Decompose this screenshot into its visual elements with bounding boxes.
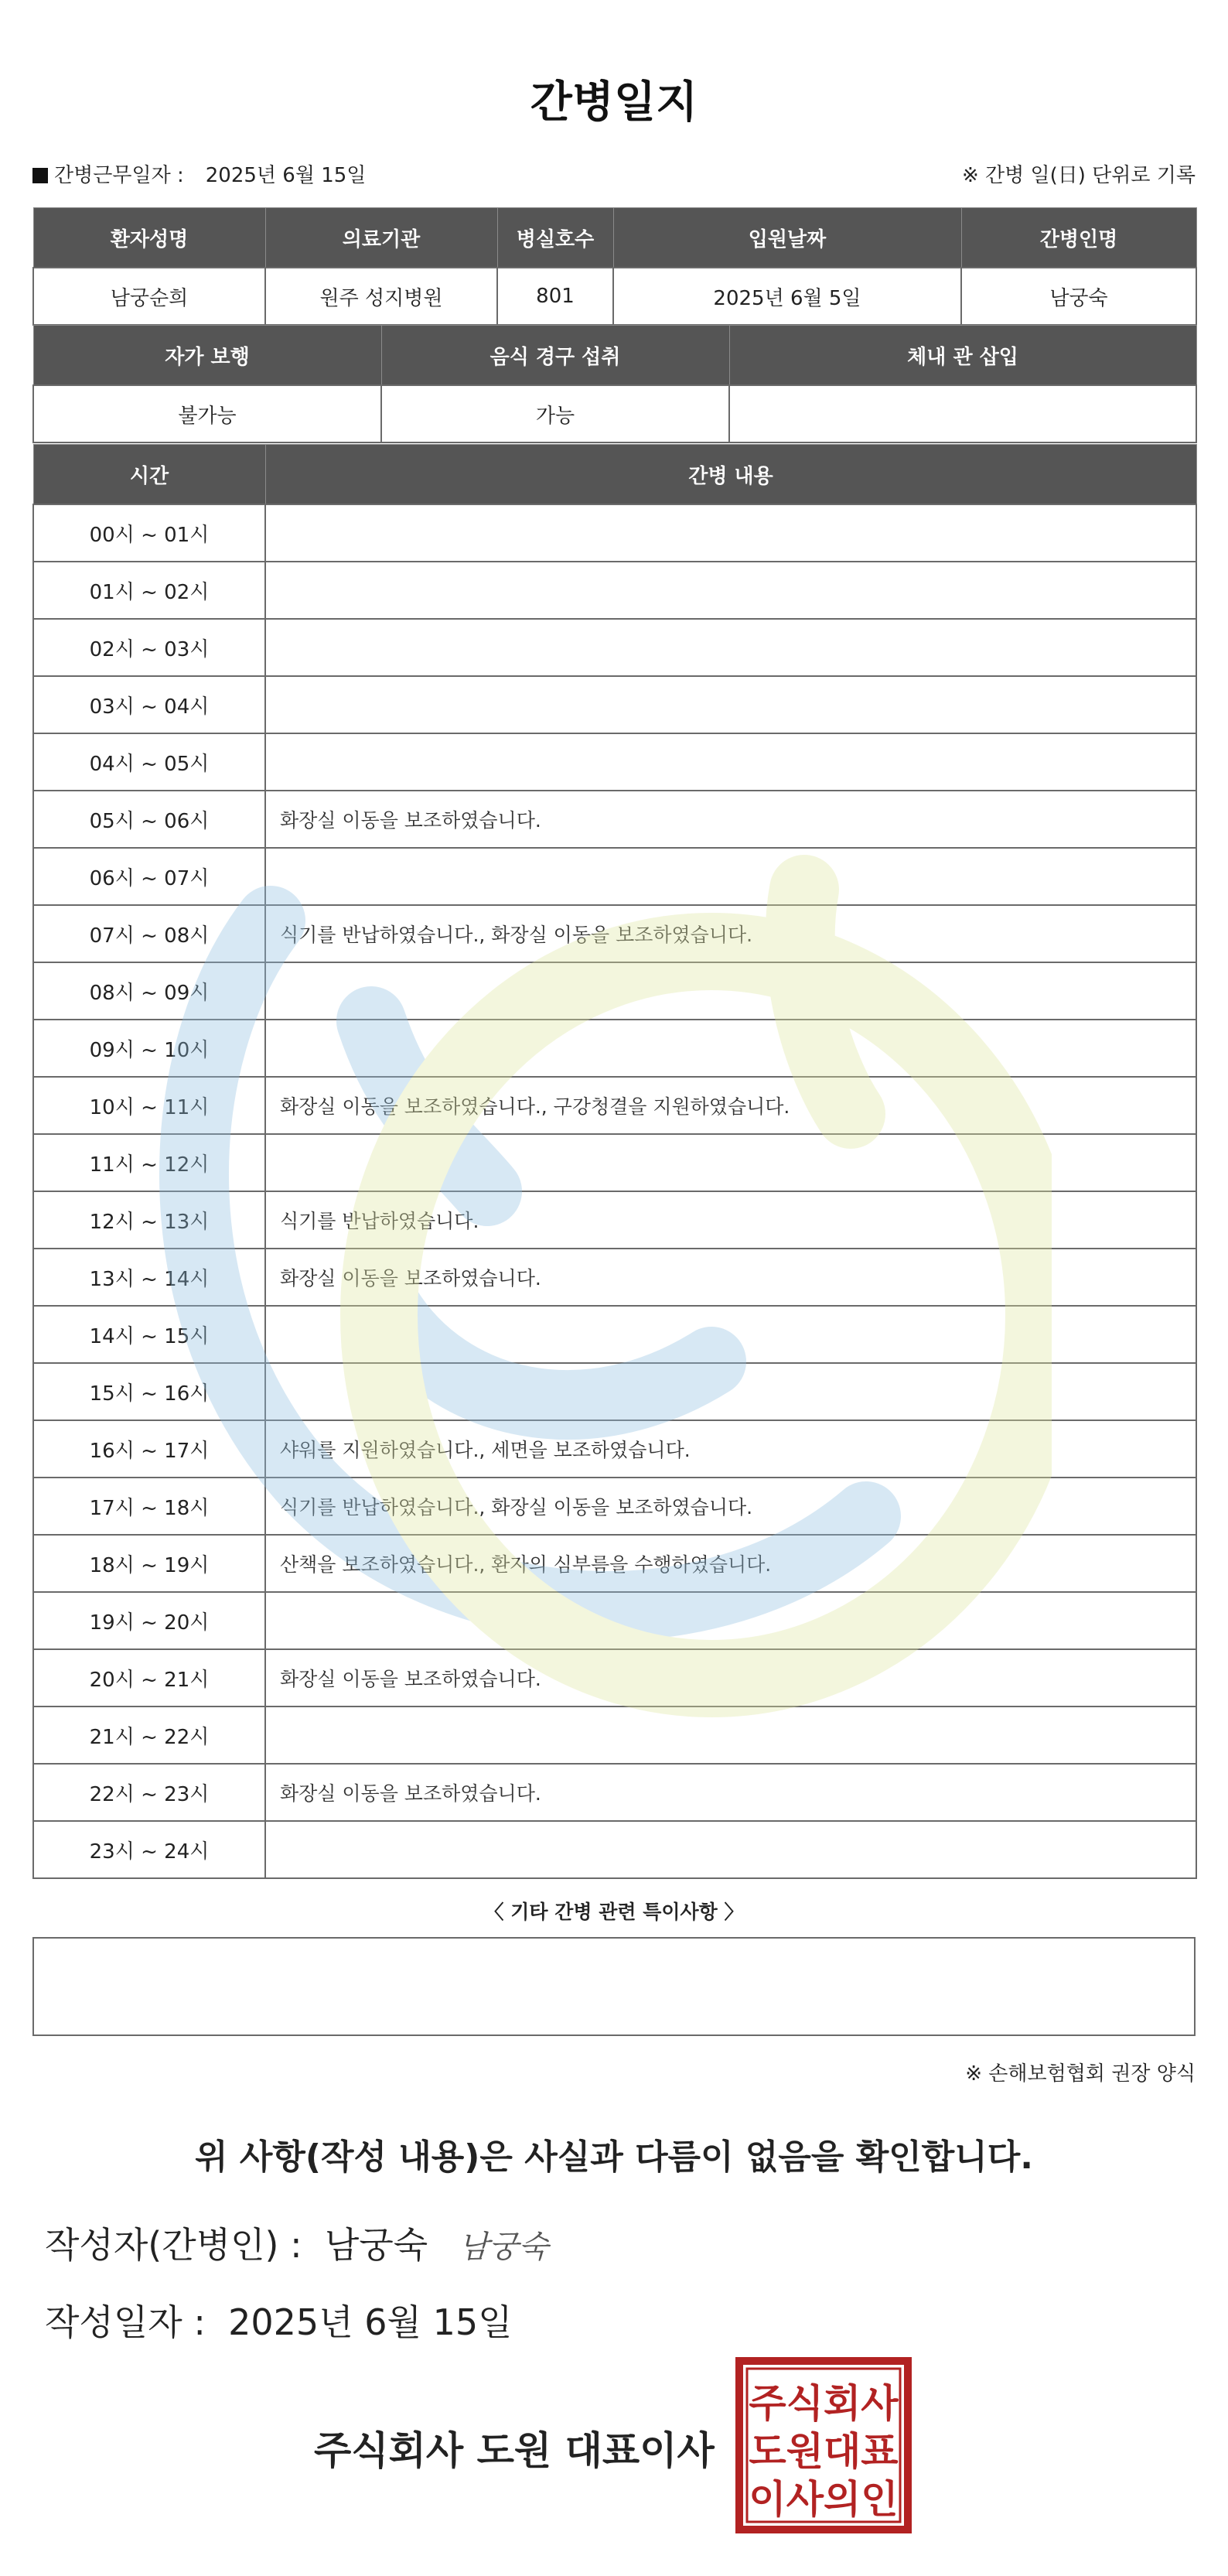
patient-value-row (33, 268, 1196, 325)
log-time: 19시 ~ 20시 (33, 1592, 265, 1649)
log-time: 20시 ~ 21시 (33, 1649, 265, 1707)
square-bullet-icon (32, 168, 48, 183)
log-time: 17시 ~ 18시 (33, 1478, 265, 1535)
log-time: 05시 ~ 06시 (33, 791, 265, 848)
status-value-row (33, 385, 1196, 442)
log-time: 23시 ~ 24시 (33, 1821, 265, 1878)
writer-name: 남궁숙 (324, 2224, 428, 2266)
caregiver-name: 남궁숙 (961, 268, 1196, 325)
header-time: 시간 (33, 445, 265, 505)
log-row (33, 619, 1196, 676)
log-content: 식기를 반납하였습니다., 화장실 이동을 보조하였습니다. (265, 905, 1196, 962)
log-content: 화장실 이동을 보조하였습니다. (265, 1764, 1196, 1821)
patient-name: 남궁순희 (33, 268, 265, 325)
log-row (33, 562, 1196, 619)
tube-insertion-value (729, 385, 1196, 442)
written-date-line (45, 2294, 513, 2345)
patient-header-row (33, 208, 1196, 268)
log-content: 화장실 이동을 보조하였습니다. (265, 1649, 1196, 1707)
log-time: 07시 ~ 08시 (33, 905, 265, 962)
log-time: 10시 ~ 11시 (33, 1077, 265, 1134)
log-time: 15시 ~ 16시 (33, 1363, 265, 1420)
header-caregiver-name: 간병인명 (961, 208, 1196, 268)
header-room: 병실호수 (497, 208, 613, 268)
page-title: 간병일지 (530, 77, 698, 128)
log-row (33, 504, 1196, 562)
log-time: 16시 ~ 17시 (33, 1420, 265, 1478)
header-self-walking: 자가 보행 (33, 326, 381, 386)
work-date-label: 간병근무일자 : (54, 164, 184, 187)
room-number: 801 (497, 268, 613, 325)
seal-line-3: 이사의인 (749, 2477, 899, 2522)
log-time: 22시 ~ 23시 (33, 1764, 265, 1821)
status-header-row (33, 326, 1196, 386)
header-tube-insertion: 체내 관 삽입 (729, 326, 1196, 386)
notes-title: 〈 기타 간병 관련 특이사항 〉 (484, 1901, 744, 1923)
header-admission-date: 입원날짜 (613, 208, 961, 268)
log-time: 09시 ~ 10시 (33, 1020, 265, 1077)
log-content: 화장실 이동을 보조하였습니다. (265, 1249, 1196, 1306)
daily-record-note: ※ 간병 일(日) 단위로 기록 (961, 164, 1196, 187)
company-representative: 주식회사 도원 대표이사 (314, 2428, 715, 2473)
admission-date: 2025년 6월 5일 (613, 268, 961, 325)
oral-intake-value: 가능 (381, 385, 729, 442)
seal-line-1: 주식회사 (749, 2381, 899, 2426)
log-content: 식기를 반납하였습니다. (265, 1191, 1196, 1249)
hospital-name: 원주 성지병원 (265, 268, 497, 325)
log-row (33, 1764, 1196, 1821)
header-hospital: 의료기관 (265, 208, 497, 268)
company-seal-stamp (735, 2356, 912, 2534)
writer-signature: 남궁숙 (459, 2229, 549, 2265)
log-content: 산책을 보조하였습니다., 환자의 심부름을 수행하였습니다. (265, 1535, 1196, 1592)
log-content (265, 676, 1196, 733)
log-content (265, 562, 1196, 619)
log-time: 01시 ~ 02시 (33, 562, 265, 619)
header-patient-name: 환자성명 (33, 208, 265, 268)
header-care-content: 간병 내용 (265, 445, 1196, 505)
log-time: 13시 ~ 14시 (33, 1249, 265, 1306)
log-row (33, 733, 1196, 791)
confirmation-statement: 위 사항(작성 내용)은 사실과 다름이 없음을 확인합니다. (195, 2137, 1033, 2177)
log-time: 18시 ~ 19시 (33, 1535, 265, 1592)
log-time: 14시 ~ 15시 (33, 1306, 265, 1363)
header-oral-intake: 음식 경구 섭취 (381, 326, 729, 386)
writer-label: 작성자(간병인) : (45, 2224, 302, 2266)
watermark-logo (124, 820, 1052, 1733)
log-content: 화장실 이동을 보조하였습니다., 구강청결을 지원하였습니다. (265, 1077, 1196, 1134)
log-time: 08시 ~ 09시 (33, 962, 265, 1020)
patient-status-table (32, 325, 1197, 443)
meta-row (32, 159, 1196, 190)
seal-line-2: 도원대표 (749, 2429, 899, 2474)
work-date-value: 2025년 6월 15일 (205, 164, 367, 187)
log-time: 04시 ~ 05시 (33, 733, 265, 791)
log-row (33, 676, 1196, 733)
log-content (265, 619, 1196, 676)
recommendation-note: ※ 손해보험협회 권장 양식 (965, 2062, 1196, 2086)
written-date-label: 작성일자 : (45, 2301, 206, 2343)
self-walking-value: 불가능 (33, 385, 381, 442)
log-time: 21시 ~ 22시 (33, 1707, 265, 1764)
log-time: 03시 ~ 04시 (33, 676, 265, 733)
log-time: 11시 ~ 12시 (33, 1134, 265, 1191)
writer-line (45, 2217, 548, 2268)
written-date-value: 2025년 6월 15일 (228, 2301, 513, 2343)
log-content: 화장실 이동을 보조하였습니다. (265, 791, 1196, 848)
log-content (265, 1821, 1196, 1878)
patient-info-table (32, 207, 1197, 326)
special-notes-box (32, 1937, 1196, 2036)
log-row (33, 1821, 1196, 1878)
log-content (265, 504, 1196, 562)
log-time: 06시 ~ 07시 (33, 848, 265, 905)
log-content: 식기를 반납하였습니다., 화장실 이동을 보조하였습니다. (265, 1478, 1196, 1535)
log-content (265, 733, 1196, 791)
work-date (32, 159, 366, 188)
log-header-row (33, 445, 1196, 505)
log-time: 12시 ~ 13시 (33, 1191, 265, 1249)
log-content: 샤워를 지원하였습니다., 세면을 보조하였습니다. (265, 1420, 1196, 1478)
log-time: 02시 ~ 03시 (33, 619, 265, 676)
log-time: 00시 ~ 01시 (33, 504, 265, 562)
